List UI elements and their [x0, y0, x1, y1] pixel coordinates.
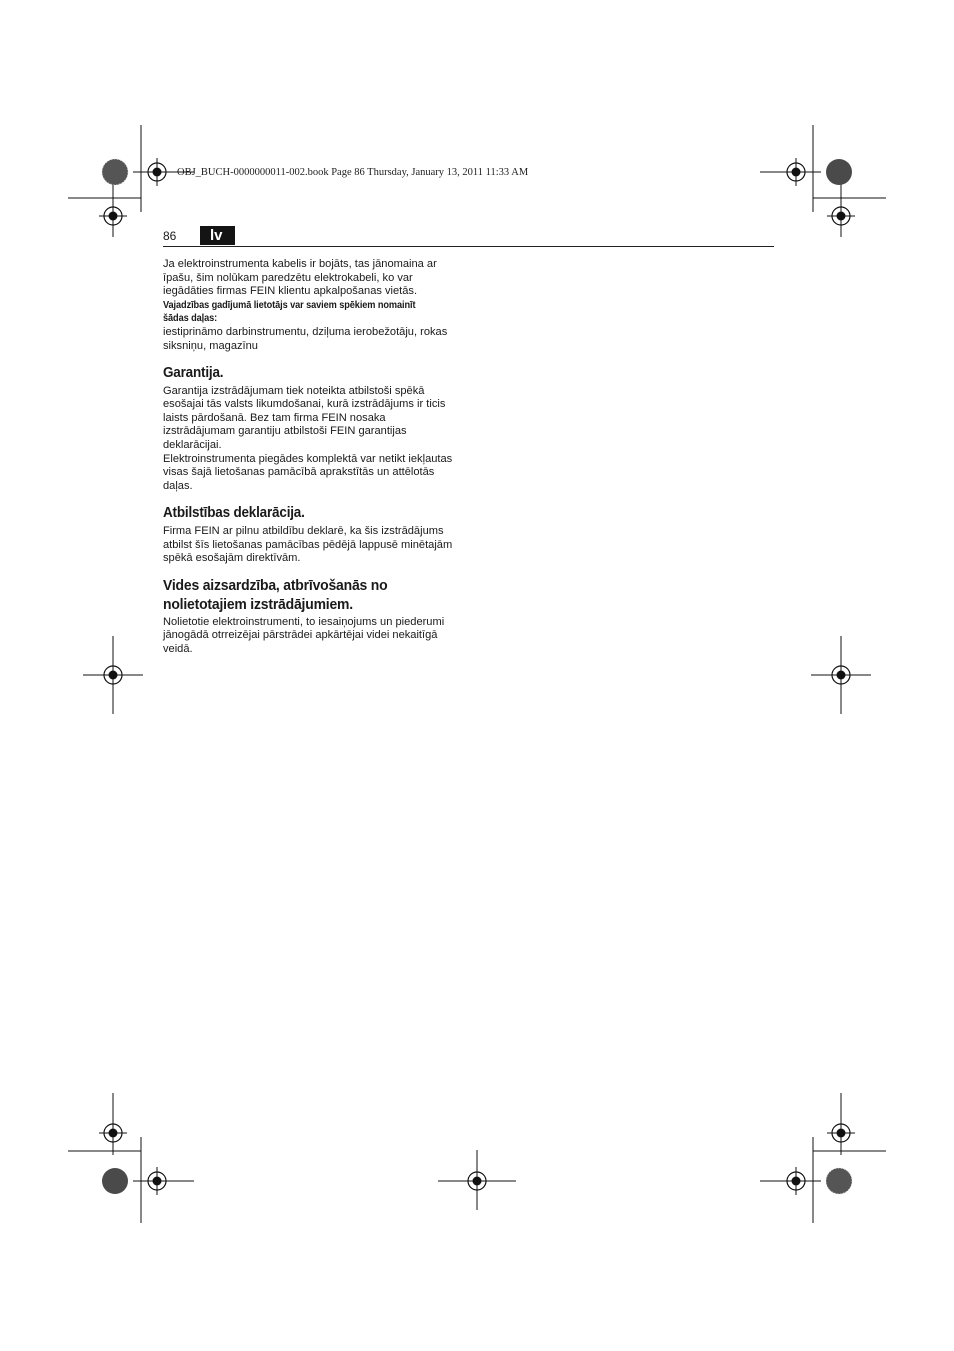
registration-mark — [827, 661, 855, 689]
delivery-scope-paragraph: Elektroinstrumenta piegādes komplektā var netikt iekļautas visas šajā lietošanas pamācībā aprakstītās un attēlotās daļas. — [163, 452, 453, 492]
registration-mark — [99, 1119, 127, 1147]
header-rule — [163, 246, 774, 247]
warranty-heading: Garantija. — [163, 365, 224, 382]
environment-heading — [163, 576, 438, 614]
warranty-paragraph: Garantija izstrādājumam tiek noteikta atbilstoši spēkā esošajai tās valsts likumdošanai, kurā izstrādājums ir ticis laists pārdošanā. Bez tam firma FEIN nosaka izstrādājumam garantiju atbilstoši FEIN garantijas deklarācijai. — [163, 384, 446, 452]
page-number: 86 — [163, 229, 177, 243]
density-target-left-bottom — [102, 1168, 128, 1194]
density-target-right-top — [826, 159, 852, 185]
replaceable-parts-list: iestiprināmo darbinstrumentu, dziļuma ierobežotāju, rokas siksniņu, magazīnu — [163, 325, 448, 352]
conformity-heading: Atbilstības deklarācija. — [163, 505, 305, 522]
registration-mark — [143, 1167, 171, 1195]
environment-heading-line2: nolietotajiem izstrādājumiem. — [163, 595, 353, 613]
registration-mark — [463, 1167, 491, 1195]
registration-mark — [143, 158, 171, 186]
language-badge: lv — [200, 226, 235, 245]
registration-mark — [827, 1119, 855, 1147]
main-column — [163, 258, 459, 656]
cable-replacement-paragraph: Ja elektroinstrumenta kabelis ir bojāts, tas jānomaina ar īpašu, šim nolūkam paredzētu elektrokabeli, ko var iegādāties firmas FEIN klientu apkalpošanas vietās. — [163, 258, 437, 298]
user-replaceable-parts-note: Vajadzības gadījumā lietotājs var saviem spēkiem nomainīt šādas daļas: — [163, 299, 416, 325]
registration-mark — [99, 202, 127, 230]
registration-mark — [99, 661, 127, 689]
environment-heading-line1: Vides aizsardzība, atbrīvošanās no — [163, 576, 388, 594]
print-header: OBJ_BUCH-0000000011-002.book Page 86 Thursday, January 13, 2011 11:33 AM — [177, 167, 529, 178]
registration-mark — [827, 202, 855, 230]
disposal-paragraph: Nolietotie elektroinstrumenti, to iesaiņojums un piederumi jānogādā otrreizējai pārstrādei apkārtējai videi nekaitīgā veidā. — [163, 615, 445, 655]
conformity-paragraph: Firma FEIN ar pilnu atbildību deklarē, ka šis izstrādājums atbilst šīs lietošanas pamācības pēdējā lappusē minētajām spēkā esošajām direktīvām. — [163, 524, 453, 565]
registration-mark — [782, 158, 810, 186]
registration-mark — [782, 1167, 810, 1195]
